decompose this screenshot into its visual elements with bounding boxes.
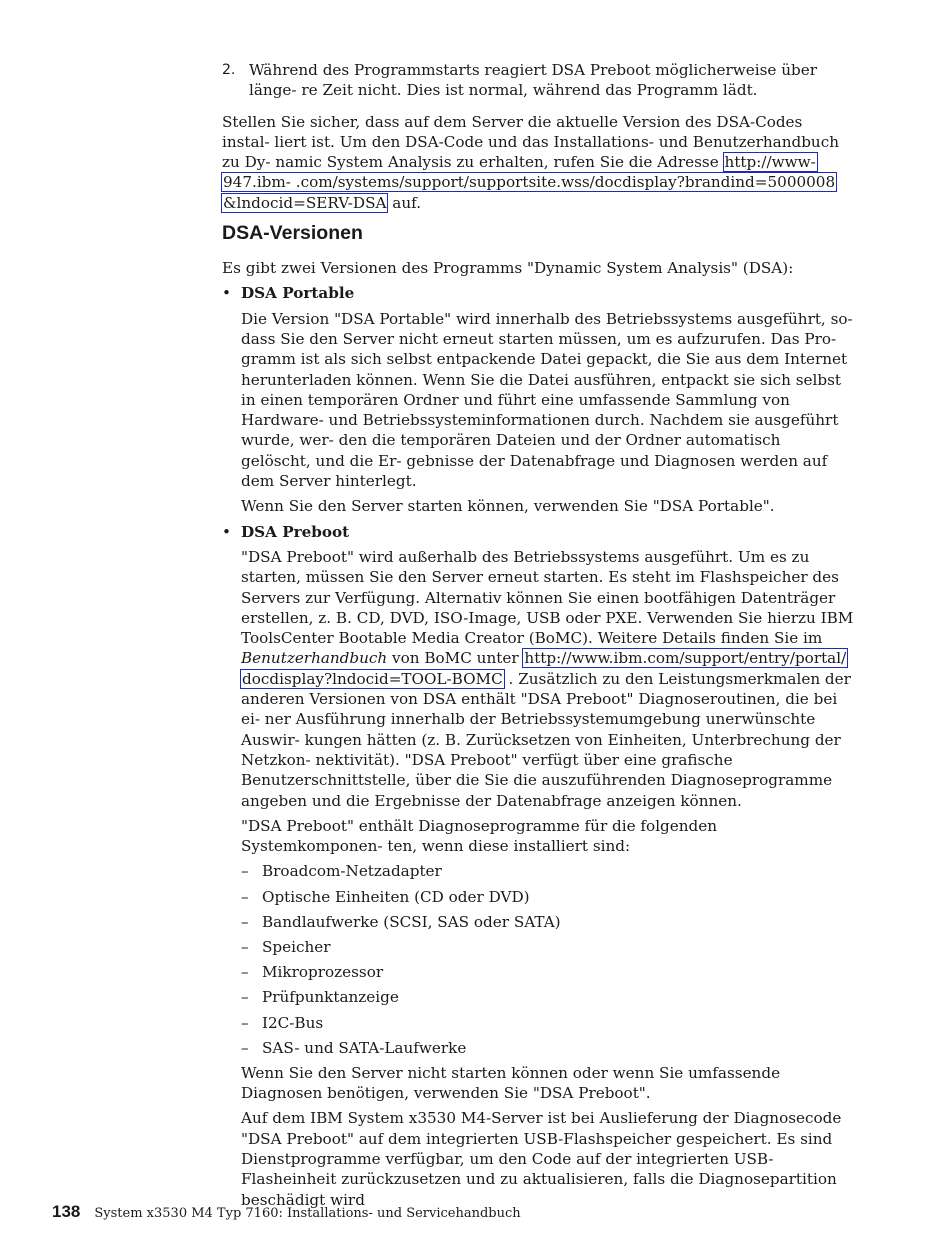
preboot-components-intro: "DSA Preboot" enthält Diagnoseprogramme für die folgenden Systemkomponen- ten, wenn diese installiert sind: [241, 816, 718, 856]
list-item [241, 1013, 854, 1033]
book-title: Benutzerhandbuch [241, 649, 388, 668]
dash-marker: – [241, 937, 249, 956]
bullet-marker: • [222, 522, 231, 541]
bomc-link[interactable]: http://www.ibm.com/support/entry/portal/ docdisplay?lndocid=TOOL-BOMC [242, 649, 847, 688]
dash-marker: – [241, 1013, 249, 1032]
list-item-text: Broadcom-Netzadapter [262, 862, 442, 881]
page-footer [52, 1202, 521, 1226]
component-list [241, 861, 854, 1058]
page-content [222, 60, 854, 1215]
preboot-flash-info: Auf dem IBM System x3530 M4-Server ist bei Auslieferung der Diagnosecode "DSA Preboot" auf dem integrierten USB-Flashspeicher gespeichert. Es sind Dienstprogramme verfügbar, um den Code auf der integrierten USB-Flasheinheit zurückzusetzen und zu aktualisieren, falls die Diagnosepartition beschädigt wird [241, 1109, 842, 1209]
bullet-body [241, 309, 854, 517]
bullet-title: DSA Portable [241, 284, 355, 303]
list-item-text: Optische Einheiten (CD oder DVD) [262, 887, 530, 906]
dash-marker: – [241, 1038, 249, 1057]
intro-text: Stellen Sie sicher, dass auf dem Server die aktuelle Version des DSA-Codes instal- liert ist. Um den DSA-Code und das Installations- und Benutzerhandbuch zu Dy- namic System Analysis zu erhalten, rufen Sie die Adresse [222, 112, 839, 172]
numbered-item-2 [222, 60, 854, 101]
list-item-text: SAS- und SATA-Laufwerke [262, 1038, 467, 1057]
preboot-usage: Wenn Sie den Server nicht starten können oder wenn Sie umfassende Diagnosen benötigen, verwenden Sie "DSA Preboot". [241, 1063, 781, 1103]
list-item-text: I2C-Bus [262, 1013, 324, 1032]
page-number: 138 [52, 1202, 81, 1221]
list-item [241, 962, 854, 982]
preboot-text-mid: von BoMC unter [387, 649, 524, 668]
list-item-text: Mikroprozessor [262, 963, 384, 982]
dash-marker: – [241, 912, 249, 931]
list-item-text: Speicher [262, 937, 331, 956]
running-title: System x3530 M4 Typ 7160: Installations- und Servicehandbuch [94, 1206, 521, 1221]
bullet-dsa-preboot [222, 522, 854, 1210]
item-text: Während des Programmstarts reagiert DSA Preboot möglicherweise über länge- re Zeit nicht. Dies ist normal, während das Programm lädt. [249, 61, 818, 100]
list-item-text: Bandlaufwerke (SCSI, SAS oder SATA) [262, 912, 561, 931]
dash-marker: – [241, 862, 249, 881]
preboot-text: "DSA Preboot" wird außerhalb des Betriebssystems ausgeführt. Um es zu starten, müssen Sie den Server erneut starten. Es steht im Flashspeicher des Servers zur Verfügung. Alternativ können Sie einen bootfähigen Datenträger erstellen, z. B. CD, DVD, ISO-Image, USB oder PXE. Verwenden Sie hierzu IBM ToolsCenter Bootable Media Creator (BoMC). Weitere Details finden Sie im [241, 547, 854, 648]
section-lead: Es gibt zwei Versionen des Programms "Dynamic System Analysis" (DSA): [222, 259, 794, 278]
list-item-text: Prüfpunktanzeige [262, 988, 399, 1007]
bullet-dsa-portable [222, 283, 854, 516]
dash-marker: – [241, 963, 249, 982]
bullet-title: DSA Preboot [241, 522, 350, 541]
preboot-description [241, 547, 854, 811]
section-heading: DSA-Versionen [222, 222, 363, 245]
list-item [241, 912, 854, 932]
list-item [241, 987, 854, 1007]
dash-marker: – [241, 887, 249, 906]
portable-description: Die Version "DSA Portable" wird innerhalb des Betriebssystems ausgeführt, so- dass Sie den Server nicht erneut starten müssen, um es aufzurufen. Das Pro- gramm ist als sich selbst entpackende Datei gepackt, die Sie aus dem Internet herunterladen können. Wenn Sie die Datei ausführen, entpackt sie sich selbst in einen temporären Ordner und führt eine umfassende Sammlung von Hardware- und Betriebssysteminformationen durch. Nachdem sie ausgeführt wurde, wer- den die temporären Dateien und der Ordner automatisch gelöscht, und die Er- gebnisse der Datenabfrage und Diagnosen werden auf dem Server hinterlegt. [241, 309, 853, 491]
dsa-download-link[interactable]: http://www-947.ibm- .com/systems/support/supportsite.wss/docdisplay?brandind=5000008 &lndocid=SERV-DSA [223, 153, 836, 212]
intro-paragraph [222, 112, 854, 213]
list-item [241, 861, 854, 881]
intro-text-end: auf. [387, 193, 422, 212]
bullet-marker: • [222, 284, 231, 303]
list-item [241, 887, 854, 907]
list-item [241, 937, 854, 957]
dash-marker: – [241, 988, 249, 1007]
item-number: 2. [222, 62, 236, 78]
preboot-text-end: . Zusätzlich zu den Leistungsmerkmalen der anderen Versionen von DSA enthält "DSA Preboot" Diagnoseroutinen, die bei ei- ner Ausführung innerhalb der Betriebssystemumgebung unerwünschte Auswir- kungen hätten (z. B. Zurücksetzen von Einheiten, Unterbrechung der Netzkon- nektivität). "DSA Preboot" verfügt über eine grafische Benutzerschnittstelle, über die Sie die auszuführenden Diagnoseprogramme angeben und die Ergebnisse der Datenabfrage anzeigen können. [241, 669, 851, 810]
portable-usage: Wenn Sie den Server starten können, verwenden Sie "DSA Portable". [241, 497, 775, 516]
list-item [241, 1038, 854, 1058]
bullet-body [241, 547, 854, 1210]
